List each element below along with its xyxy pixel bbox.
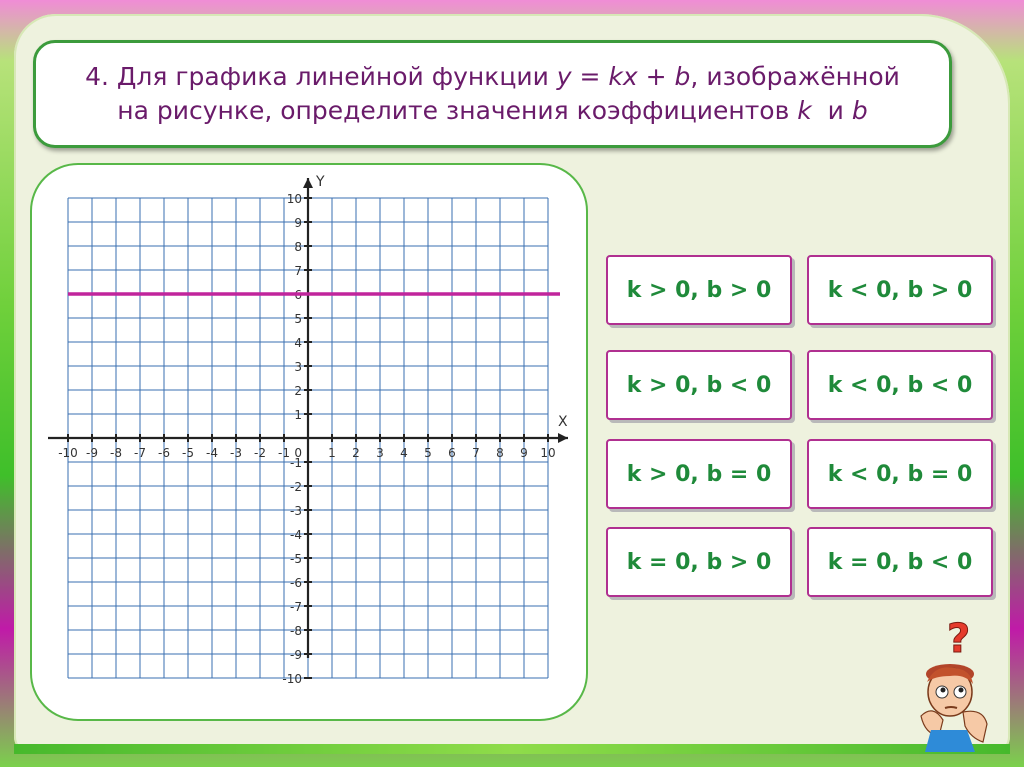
x-tick-label: -2 bbox=[254, 446, 266, 460]
y-tick-label: 5 bbox=[294, 312, 302, 326]
x-tick-label: 5 bbox=[424, 446, 432, 460]
question-line-2 bbox=[117, 94, 867, 128]
x-tick-label: 9 bbox=[520, 446, 528, 460]
title-k: k bbox=[797, 96, 812, 125]
y-tick-label: -10 bbox=[282, 672, 302, 686]
answer-button-8[interactable] bbox=[807, 527, 993, 597]
x-tick-label: 3 bbox=[376, 446, 384, 460]
x-tick-label: -6 bbox=[158, 446, 170, 460]
chart-card bbox=[30, 163, 588, 721]
x-tick-label: 1 bbox=[328, 446, 336, 460]
y-axis-arrow bbox=[303, 178, 313, 188]
y-axis-label: Y bbox=[316, 174, 325, 190]
answer-button-7[interactable] bbox=[606, 527, 792, 597]
answer-button-2[interactable] bbox=[807, 255, 993, 325]
y-tick-label: -8 bbox=[290, 624, 302, 638]
x-tick-label: 10 bbox=[540, 446, 556, 460]
y-tick-label: 3 bbox=[294, 360, 302, 374]
answer-label: k > 0, b < 0 bbox=[626, 372, 772, 398]
coordinate-plot bbox=[32, 165, 586, 719]
x-tick-label: -7 bbox=[134, 446, 146, 460]
x-axis-arrow bbox=[558, 433, 568, 443]
answer-label: k < 0, b > 0 bbox=[827, 277, 973, 303]
question-mark-icon bbox=[947, 616, 970, 662]
x-tick-label: 6 bbox=[448, 446, 456, 460]
y-tick-label: 1 bbox=[294, 408, 302, 422]
answer-label: k < 0, b < 0 bbox=[827, 372, 973, 398]
answer-label: k = 0, b > 0 bbox=[626, 549, 772, 575]
y-tick-label: 4 bbox=[294, 336, 302, 350]
y-tick-label: -5 bbox=[290, 552, 302, 566]
answer-label: k > 0, b > 0 bbox=[626, 277, 772, 303]
x-tick-label: 2 bbox=[352, 446, 360, 460]
x-tick-label: -9 bbox=[86, 446, 98, 460]
answer-label: k = 0, b < 0 bbox=[827, 549, 973, 575]
answer-button-1[interactable] bbox=[606, 255, 792, 325]
svg-text:?: ? bbox=[947, 616, 971, 662]
x-tick-label: -3 bbox=[230, 446, 242, 460]
answer-button-3[interactable] bbox=[606, 350, 792, 420]
thinking-person-icon bbox=[905, 612, 1005, 752]
y-tick-label: 7 bbox=[294, 264, 302, 278]
x-tick-label: -1 bbox=[278, 446, 290, 460]
y-tick-label: 9 bbox=[294, 216, 302, 230]
y-tick-label: -1 bbox=[290, 456, 302, 470]
x-tick-label: -5 bbox=[182, 446, 194, 460]
y-tick-label: -2 bbox=[290, 480, 302, 494]
y-tick-label: -3 bbox=[290, 504, 302, 518]
title-text: 4. Для графика линейной функции bbox=[85, 62, 557, 92]
y-tick-label: -4 bbox=[290, 528, 302, 542]
x-tick-label: -4 bbox=[206, 446, 218, 460]
y-tick-label: -6 bbox=[290, 576, 302, 590]
y-tick-label: -7 bbox=[290, 600, 302, 614]
y-tick-label: 2 bbox=[294, 384, 302, 398]
question-title bbox=[33, 40, 952, 148]
x-tick-label: -10 bbox=[58, 446, 78, 460]
answer-button-5[interactable] bbox=[606, 439, 792, 509]
origin-label: 0 bbox=[294, 446, 302, 460]
y-tick-label: 10 bbox=[286, 192, 302, 206]
answer-label: k > 0, b = 0 bbox=[626, 461, 772, 487]
title-formula: y = kx + b bbox=[556, 62, 691, 92]
slide-bottom-edge bbox=[14, 744, 1010, 754]
y-tick-label: 6 bbox=[294, 288, 302, 302]
x-axis-label: X bbox=[558, 414, 568, 430]
answer-label: k < 0, b = 0 bbox=[827, 461, 973, 487]
title-b: b bbox=[851, 96, 868, 125]
x-tick-label: 4 bbox=[400, 446, 408, 460]
x-tick-label: 8 bbox=[496, 446, 504, 460]
y-tick-label: -9 bbox=[290, 648, 302, 662]
answer-button-6[interactable] bbox=[807, 439, 993, 509]
x-tick-label: 7 bbox=[472, 446, 480, 460]
title-text: и bbox=[811, 96, 852, 125]
question-line-1 bbox=[85, 60, 900, 94]
y-tick-label: 8 bbox=[294, 240, 302, 254]
answer-button-4[interactable] bbox=[807, 350, 993, 420]
title-text: на рисунке, определите значения коэффициентов bbox=[117, 96, 798, 125]
x-tick-label: -8 bbox=[110, 446, 122, 460]
title-text: , изображённой bbox=[690, 62, 900, 92]
